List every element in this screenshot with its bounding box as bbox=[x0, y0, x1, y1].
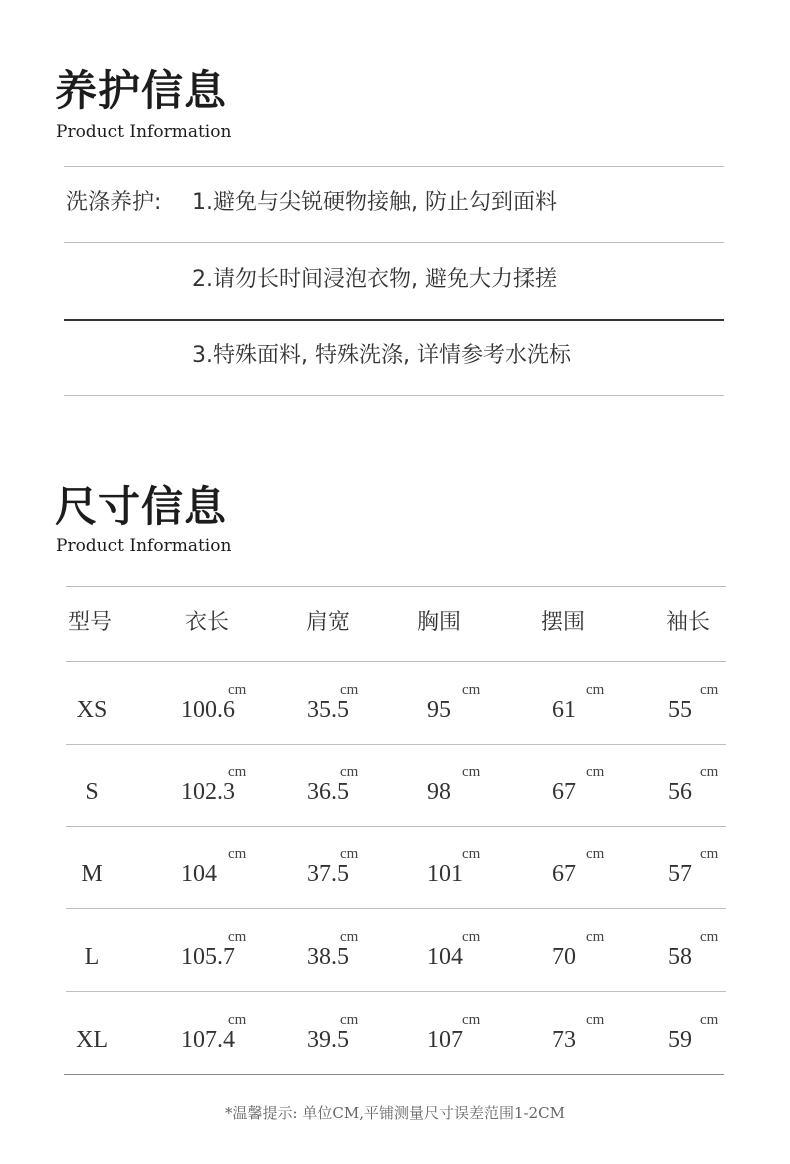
unit-label: cm bbox=[700, 846, 719, 862]
table-cell: 100.6 bbox=[181, 697, 235, 723]
divider bbox=[66, 661, 726, 662]
header-sleeve: 袖长 bbox=[666, 610, 711, 635]
unit-label: cm bbox=[462, 846, 481, 862]
unit-label: cm bbox=[700, 929, 719, 945]
unit-label: cm bbox=[586, 846, 605, 862]
table-cell: 98 bbox=[427, 779, 451, 805]
table-cell: 56 bbox=[668, 779, 692, 805]
unit-label: cm bbox=[462, 764, 481, 780]
size-label: L bbox=[84, 944, 100, 970]
size-label: S bbox=[85, 779, 99, 805]
divider bbox=[64, 395, 724, 396]
table-cell: 70 bbox=[552, 944, 576, 970]
care-subtitle: Product Information bbox=[56, 122, 232, 142]
table-cell: 61 bbox=[552, 697, 576, 723]
table-cell: 67 bbox=[552, 779, 576, 805]
divider bbox=[64, 166, 724, 167]
care-item-1: 1.避免与尖锐硬物接触, 防止勾到面料 bbox=[192, 190, 557, 215]
table-cell: 95 bbox=[427, 697, 451, 723]
unit-label: cm bbox=[228, 682, 247, 698]
table-cell: 105.7 bbox=[181, 944, 235, 970]
divider bbox=[66, 744, 726, 745]
unit-label: cm bbox=[586, 1012, 605, 1028]
size-label: XL bbox=[76, 1027, 108, 1053]
divider bbox=[66, 908, 726, 909]
divider bbox=[66, 826, 726, 827]
header-chest: 胸围 bbox=[417, 610, 462, 635]
table-cell: 73 bbox=[552, 1027, 576, 1053]
table-cell: 58 bbox=[668, 944, 692, 970]
table-cell: 104 bbox=[181, 861, 217, 887]
divider bbox=[66, 991, 726, 992]
table-cell: 57 bbox=[668, 861, 692, 887]
unit-label: cm bbox=[228, 764, 247, 780]
unit-label: cm bbox=[228, 1012, 247, 1028]
header-hem: 摆围 bbox=[541, 610, 586, 635]
care-label: 洗涤养护: bbox=[66, 190, 162, 215]
unit-label: cm bbox=[586, 764, 605, 780]
unit-label: cm bbox=[586, 682, 605, 698]
table-cell: 107.4 bbox=[181, 1027, 235, 1053]
divider bbox=[64, 1074, 724, 1075]
table-cell: 101 bbox=[427, 861, 463, 887]
table-cell: 38.5 bbox=[307, 944, 349, 970]
care-item-2: 2.请勿长时间浸泡衣物, 避免大力揉搓 bbox=[192, 267, 557, 292]
size-label: XS bbox=[76, 697, 108, 723]
unit-label: cm bbox=[340, 846, 359, 862]
table-cell: 67 bbox=[552, 861, 576, 887]
unit-label: cm bbox=[586, 929, 605, 945]
unit-label: cm bbox=[340, 1012, 359, 1028]
unit-label: cm bbox=[340, 764, 359, 780]
unit-label: cm bbox=[340, 929, 359, 945]
table-top-rule bbox=[66, 586, 726, 587]
unit-label: cm bbox=[700, 682, 719, 698]
divider bbox=[64, 319, 724, 321]
divider bbox=[64, 242, 724, 243]
table-cell: 55 bbox=[668, 697, 692, 723]
unit-label: cm bbox=[340, 682, 359, 698]
size-subtitle: Product Information bbox=[56, 536, 232, 556]
unit-label: cm bbox=[700, 1012, 719, 1028]
care-title: 养护信息 bbox=[55, 66, 228, 115]
unit-label: cm bbox=[462, 1012, 481, 1028]
header-model: 型号 bbox=[68, 610, 113, 635]
table-cell: 35.5 bbox=[307, 697, 349, 723]
size-title: 尺寸信息 bbox=[55, 482, 228, 531]
table-cell: 102.3 bbox=[181, 779, 235, 805]
unit-label: cm bbox=[462, 929, 481, 945]
size-label: M bbox=[81, 861, 103, 887]
unit-label: cm bbox=[700, 764, 719, 780]
table-cell: 37.5 bbox=[307, 861, 349, 887]
size-note: *温馨提示: 单位CM,平铺测量尺寸误差范围1-2CM bbox=[225, 1104, 565, 1122]
care-item-3: 3.特殊面料, 特殊洗涤, 详情参考水洗标 bbox=[192, 343, 571, 368]
header-length: 衣长 bbox=[185, 610, 230, 635]
unit-label: cm bbox=[462, 682, 481, 698]
unit-label: cm bbox=[228, 929, 247, 945]
table-cell: 104 bbox=[427, 944, 463, 970]
header-shoulder: 肩宽 bbox=[306, 610, 351, 635]
unit-label: cm bbox=[228, 846, 247, 862]
table-cell: 59 bbox=[668, 1027, 692, 1053]
table-cell: 36.5 bbox=[307, 779, 349, 805]
table-cell: 107 bbox=[427, 1027, 463, 1053]
table-cell: 39.5 bbox=[307, 1027, 349, 1053]
